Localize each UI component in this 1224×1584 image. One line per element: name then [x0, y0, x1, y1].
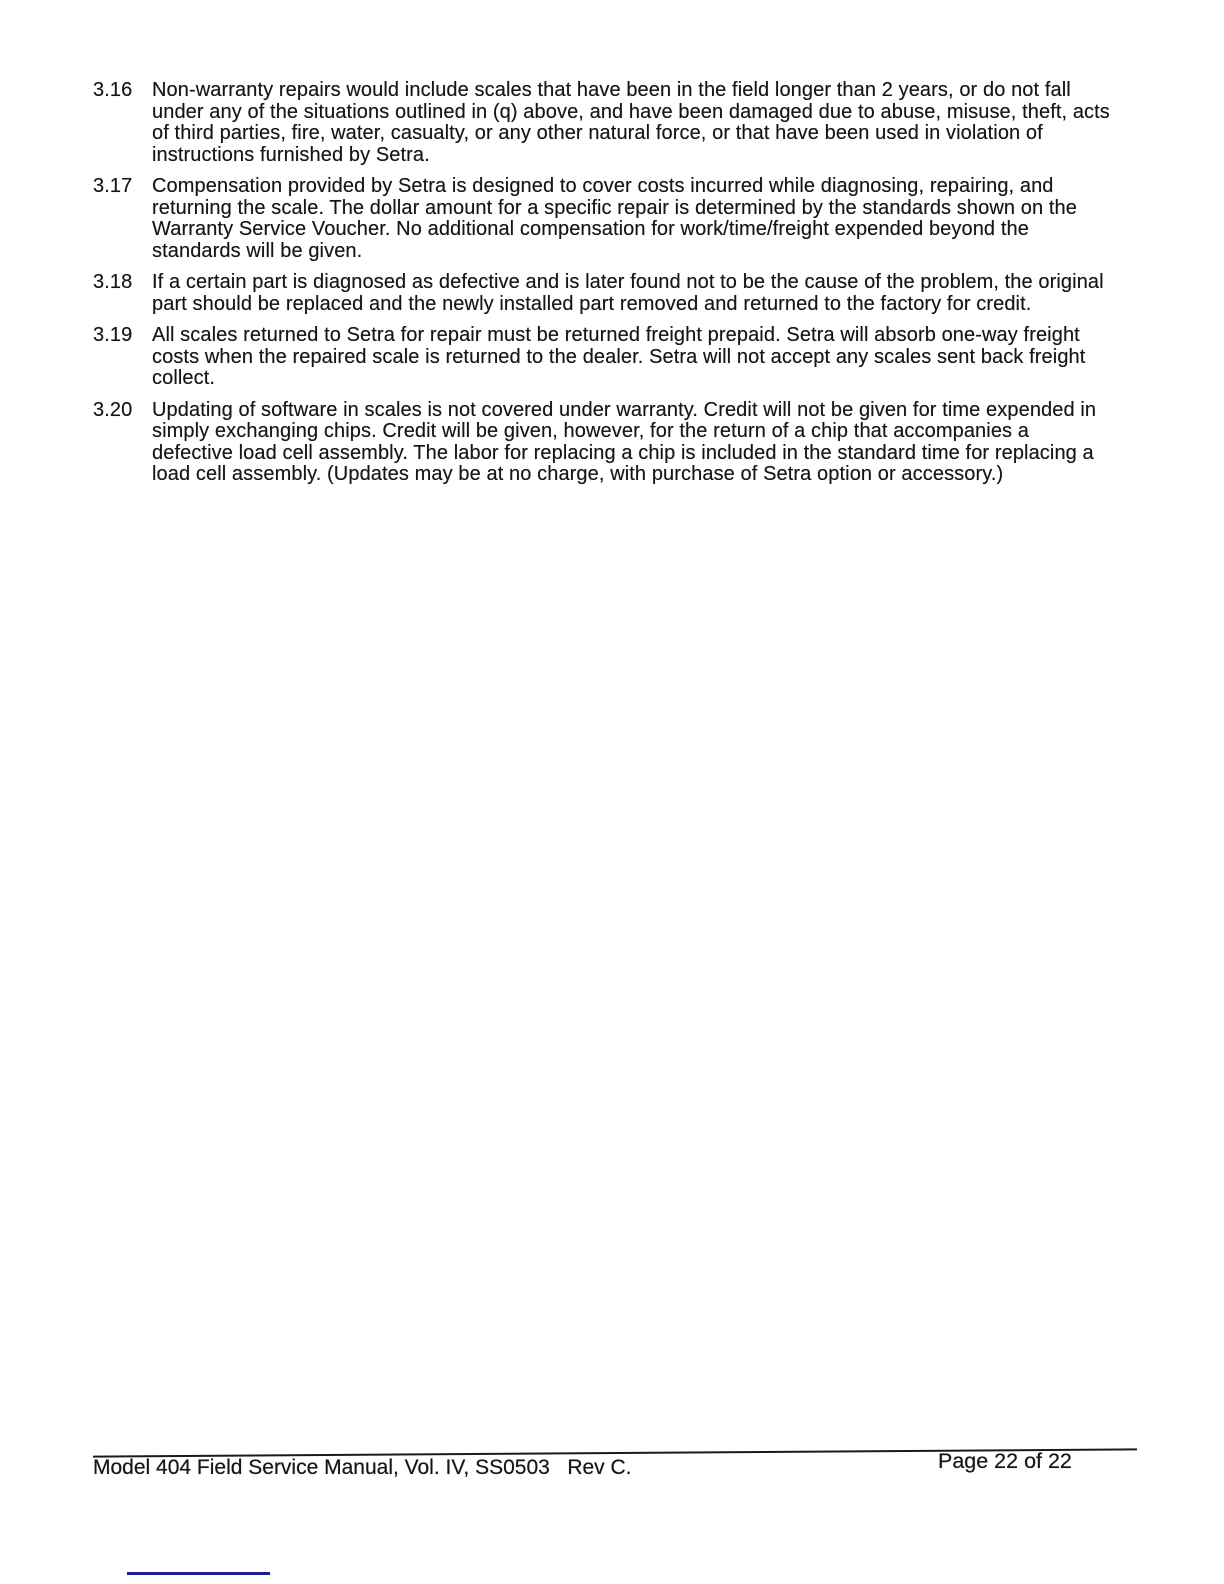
footer-doc-title: Model 404 Field Service Manual, Vol. IV, SS0503 Rev C.	[93, 1456, 632, 1479]
paragraph-3-19	[93, 325, 1115, 390]
paragraph-text: Compensation provided by Setra is designed to cover costs incurred while diagnosing, repairing, and returning the scale. The dollar amount for a specific repair is determined by the standards shown on the Warranty Service Voucher. No additional compensation for work/time/freight expended beyond the standards will be given.	[152, 175, 1077, 262]
body-text-block	[93, 80, 1115, 496]
paragraph-number: 3.20	[93, 398, 133, 421]
paragraph-3-17	[93, 176, 1115, 262]
paragraph-number: 3.18	[93, 271, 133, 293]
paragraph-3-20	[93, 400, 1115, 486]
paragraph-number: 3.16	[93, 79, 133, 101]
scan-artifact-blue-line	[127, 1572, 270, 1575]
paragraph-text: Updating of software in scales is not covered under warranty. Credit will not be given for time expended in simply exchanging chips. Credit will be given, however, for the return of a chip that accompanies a defective load cell assembly. The labor for replacing a chip is included in the standard time for replacing a load cell assembly. (Updates may be at no charge, with purchase of Setra option or accessory.)	[152, 398, 1097, 485]
paragraph-number: 3.17	[93, 175, 133, 197]
paragraph-3-18	[93, 272, 1115, 315]
paragraph-text: Non-warranty repairs would include scales that have been in the field longer than 2 years, or do not fall under any of the situations outlined in (q) above, and have been damaged due to abuse, misuse, theft, acts of third parties, fire, water, casualty, or any other natural force, or that have been used in violation of instructions furnished by Setra.	[152, 79, 1110, 166]
paragraph-text: All scales returned to Setra for repair must be returned freight prepaid. Setra will absorb one-way freight costs when the repaired scale is returned to the dealer. Setra will not accept any scales sent back freight collect.	[152, 324, 1086, 389]
paragraph-text: If a certain part is diagnosed as defective and is later found not to be the cause of the problem, the original part should be replaced and the newly installed part removed and returned to the factory for credit.	[152, 271, 1104, 315]
paragraph-number: 3.19	[93, 324, 133, 346]
paragraph-3-16	[93, 80, 1115, 166]
footer-page-number: Page 22 of 22	[938, 1449, 1072, 1473]
